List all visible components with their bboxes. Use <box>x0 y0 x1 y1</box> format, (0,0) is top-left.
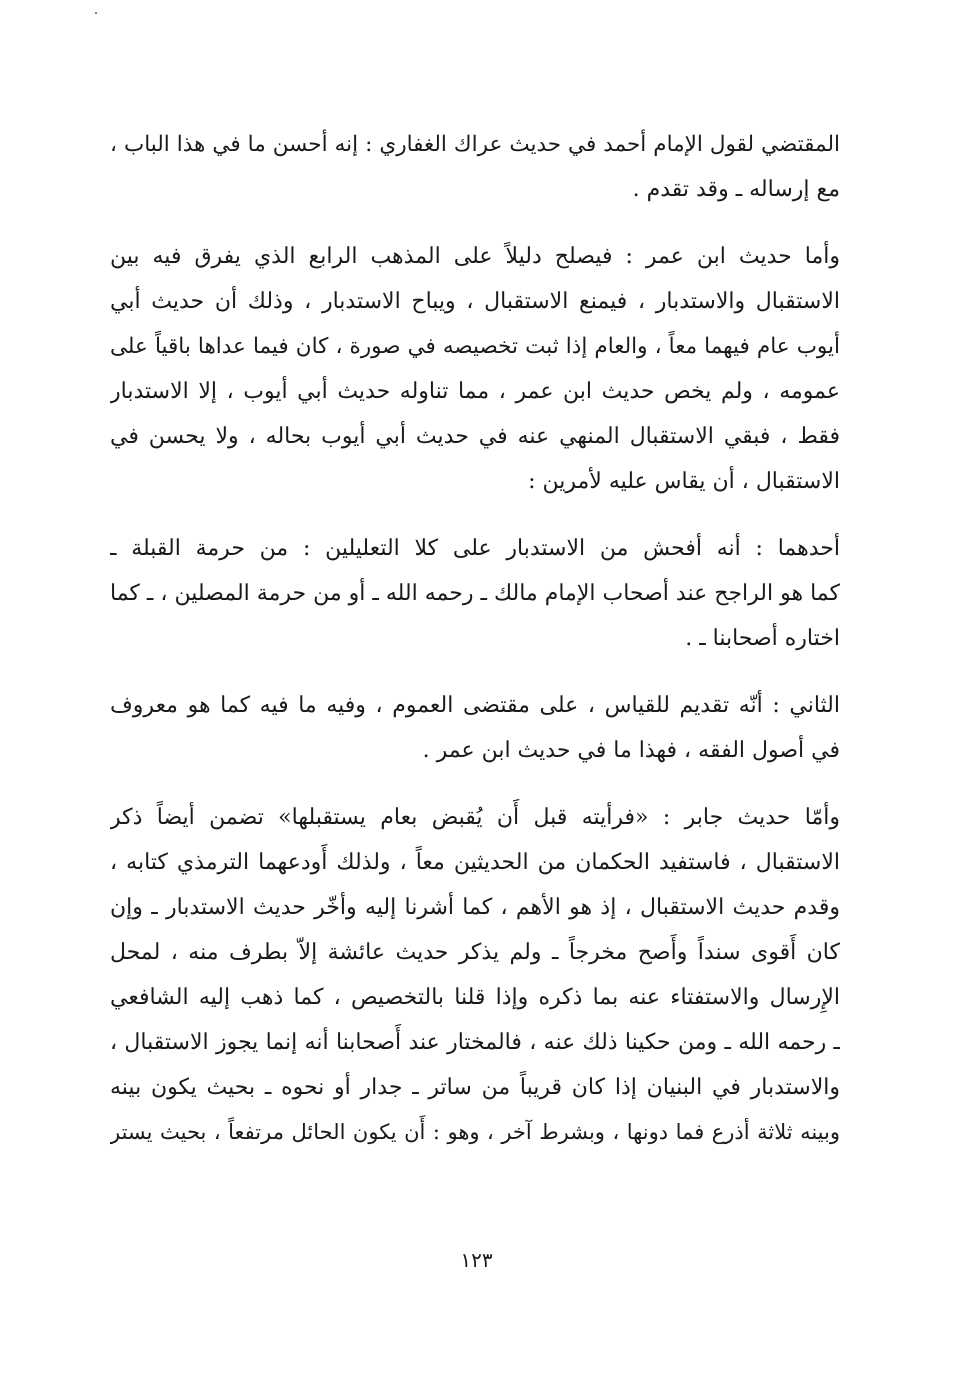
text-line: الاستقبال والاستدبار ، فيمنع الاستقبال ، ويباح الاستدبار ، وذلك أن حديث أبي <box>110 289 840 314</box>
text-line: الاستقبال ، فاستفيد الحكمان من الحديثين معاً ، ولذلك أَودعهما الترمذي كتابه ، <box>110 850 840 875</box>
text-line: وأما حديث ابن عمر : فيصلح دليلاً على المذهب الرابع الذي يفرق فيه بين <box>110 244 840 269</box>
text-line: مع إرساله ـ وقد تقدم . <box>632 177 840 202</box>
text-line: كما هو الراجح عند أصحاب الإمام مالك ـ رحمه الله ـ أو من حرمة المصلين ، ـ كما <box>110 581 840 606</box>
text-line: الاستقبال ، أن يقاس عليه لأمرين : <box>528 469 840 494</box>
text-line: وبينه ثلاثة أذرع فما دونها ، وبشرط آخر ، وهو : أَن يكون الحائل مرتفعاً ، بحيث يستر <box>110 1120 840 1144</box>
paragraph-gap <box>110 773 840 795</box>
paragraph-gap <box>110 661 840 683</box>
text-line: المقتضي لقول الإمام أحمد في حديث عراك الغفاري : إنه أحسن ما في هذا الباب ، <box>110 132 840 157</box>
page-number: ١٢٣ <box>460 1248 493 1272</box>
text-line: ـ رحمه الله ـ ومن حكينا ذلك عنه ، فالمختار عند أَصحابنا أنه إنما يجوز الاستقبال ، <box>110 1030 840 1055</box>
body-text <box>110 122 840 1155</box>
text-line: والاستدبار في البنيان إذا كان قريباً من ساتر ـ جدار أو نحوه ـ بحيث يكون بينه <box>110 1075 840 1100</box>
text-line: الثاني : أنّه تقديم للقياس ، على مقتضى العموم ، وفيه ما فيه كما هو معروف <box>110 693 840 718</box>
text-line: أحدهما : أنه أفحش من الاستدبار على كلا التعليلين : من حرمة القبلة ـ <box>110 536 840 561</box>
corner-mark <box>95 12 97 14</box>
paragraph-gap <box>110 212 840 234</box>
text-line: في أصول الفقه ، فهذا ما في حديث ابن عمر . <box>422 738 840 763</box>
paragraph-gap <box>110 504 840 526</box>
text-line: اختاره أصحابنا ـ . <box>685 626 840 651</box>
text-line: كان أَقوى سنداً وأَصح مخرجاً ـ ولم يذكر حديث عائشة إلاّ بطرف منه ، لمحل <box>110 940 840 965</box>
text-line: أيوب عام فيهما معاً ، والعام إذا ثبت تخصيصه في صورة ، كان فيما عداها باقياً على <box>110 334 840 359</box>
text-line: وأمّا حديث جابر : «فرأيته قبل أَن يُقبض بعام يستقبلها» تضمن أيضاً ذكر <box>110 805 840 830</box>
text-line: وقدم حديث الاستقبال ، إذ هو الأهم ، كما أشرنا إليه وأخّر حديث الاستدبار ـ وإن <box>110 895 840 920</box>
text-line: عمومه ، ولم يخص حديث ابن عمر ، مما تناوله حديث أبي أيوب ، إلا الاستدبار <box>110 379 840 404</box>
text-line: فقط ، فبقي الاستقبال المنهي عنه في حديث أبي أيوب بحاله ، ولا يحسن في <box>110 424 840 449</box>
text-line: الإِرسال والاستفتاء عنه بما ذكره وإذا قلنا بالتخصيص ، كما ذهب إليه الشافعي <box>110 985 840 1010</box>
